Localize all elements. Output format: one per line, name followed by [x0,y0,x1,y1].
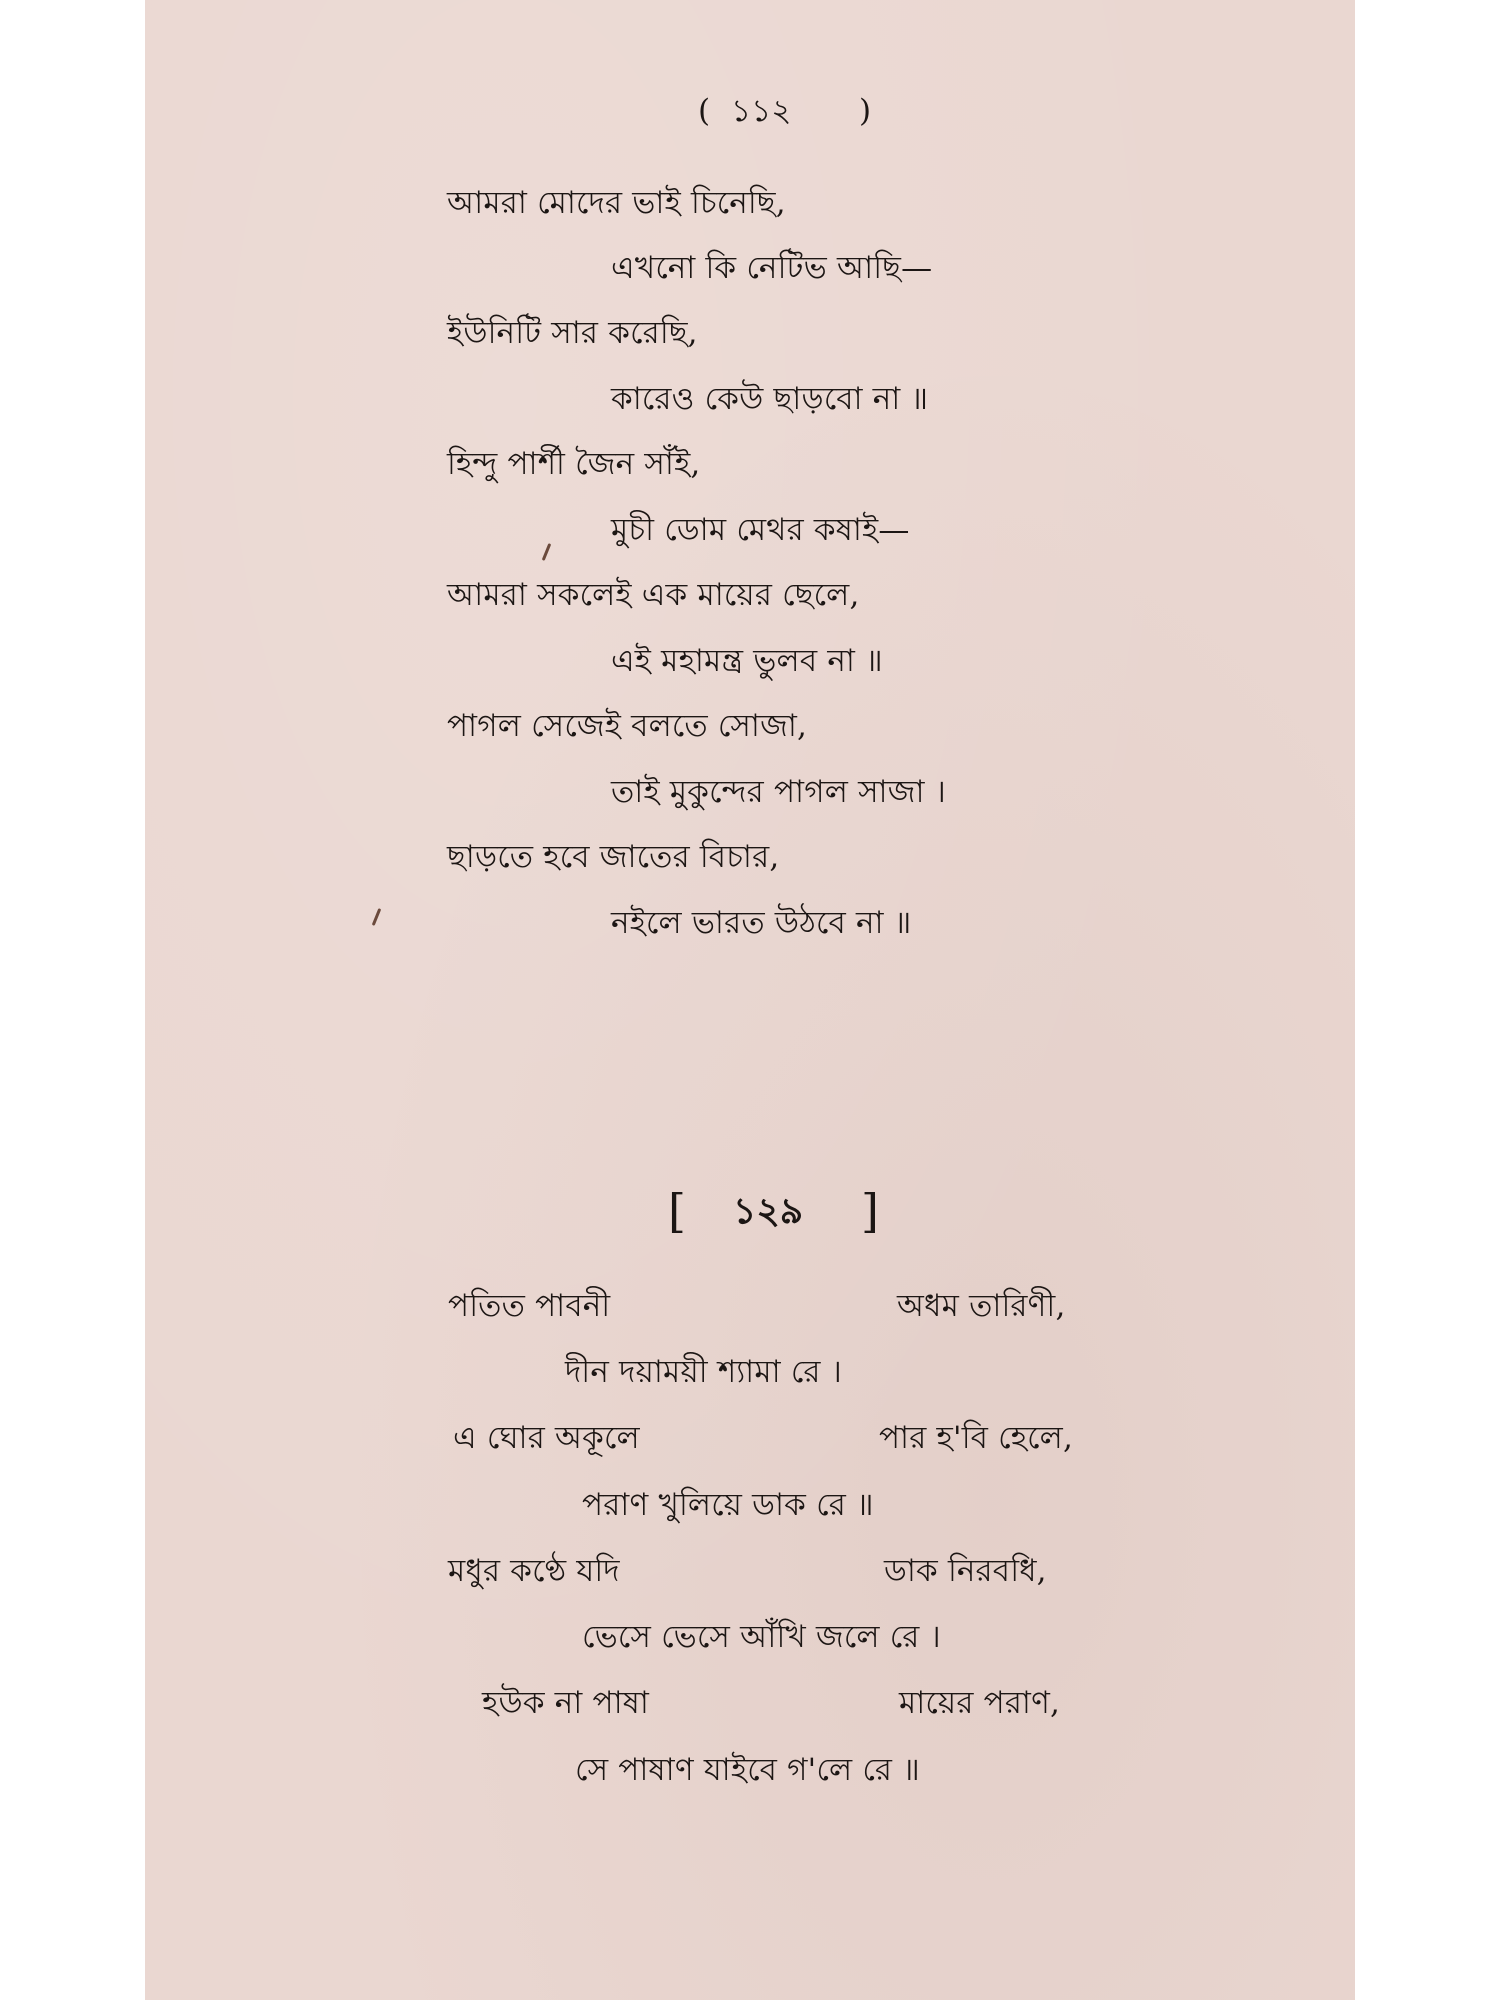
song-129-line-8: সে পাষাণ যাইবে গ'লে রে ॥ [575,1752,920,1788]
song-129-line-7-left: হউক না পাষা [482,1685,650,1721]
page-number: ১১২ [731,93,792,129]
song-129-line-5-left: মধুর কণ্ঠে যদি [448,1553,620,1589]
page-number-close-paren: ) [859,93,872,129]
song-112-line-4: কারেও কেউ ছাড়বো না ॥ [611,381,929,417]
section-number: ১২৯ [733,1190,804,1232]
song-112-line-11: ছাড়তে হবে জাতের বিচার, [447,839,780,875]
song-129-line-3-left: এ ঘোর অকূলে [453,1420,640,1456]
ink-mark [372,908,382,926]
song-129-line-4: পরাণ খুলিয়ে ডাক রে ॥ [582,1487,874,1523]
song-112-line-3: ইউনিটি সার করেছি, [447,315,698,351]
song-129-line-6: ভেসে ভেসে আঁখি জলে রে । [582,1619,941,1655]
section-number-close-bracket: ] [861,1184,879,1238]
song-112-line-6: মুচী ডোম মেথর কষাই— [611,512,910,548]
song-129-line-2: দীন দয়াময়ী শ্যামা রে । [565,1354,842,1390]
song-112-line-12: নইলে ভারত উঠবে না ॥ [611,905,912,941]
song-112-line-8: এই মহামন্ত্র ভুলব না ॥ [611,643,883,679]
section-number-open-bracket: [ [668,1184,686,1238]
song-129-line-3-right: পার হ'বি হেলে, [879,1420,1073,1456]
song-112-line-1: আমরা মোদের ভাই চিনেছি, [447,185,786,221]
page-number-open-paren: ( [698,93,711,129]
song-112-line-2: এখনো কি নেটিভ আছি— [611,250,933,286]
song-129-line-1-right: অধম তারিণী, [897,1288,1066,1324]
song-129-line-7-right: মায়ের পরাণ, [899,1685,1061,1721]
book-page [145,0,1355,2000]
ink-mark [542,543,552,561]
song-129-line-1-left: পতিত পাবনী [448,1288,611,1324]
song-112-line-5: হিন্দু পার্শী জৈন সাঁই, [447,446,701,482]
song-112-line-9: পাগল সেজেই বলতে সোজা, [447,708,808,744]
song-129-line-5-right: ডাক নিরবধি, [884,1553,1047,1589]
song-112-line-7: আমরা সকলেই এক মায়ের ছেলে, [447,577,860,613]
song-112-line-10: তাই মুকুন্দের পাগল সাজা । [611,774,946,810]
